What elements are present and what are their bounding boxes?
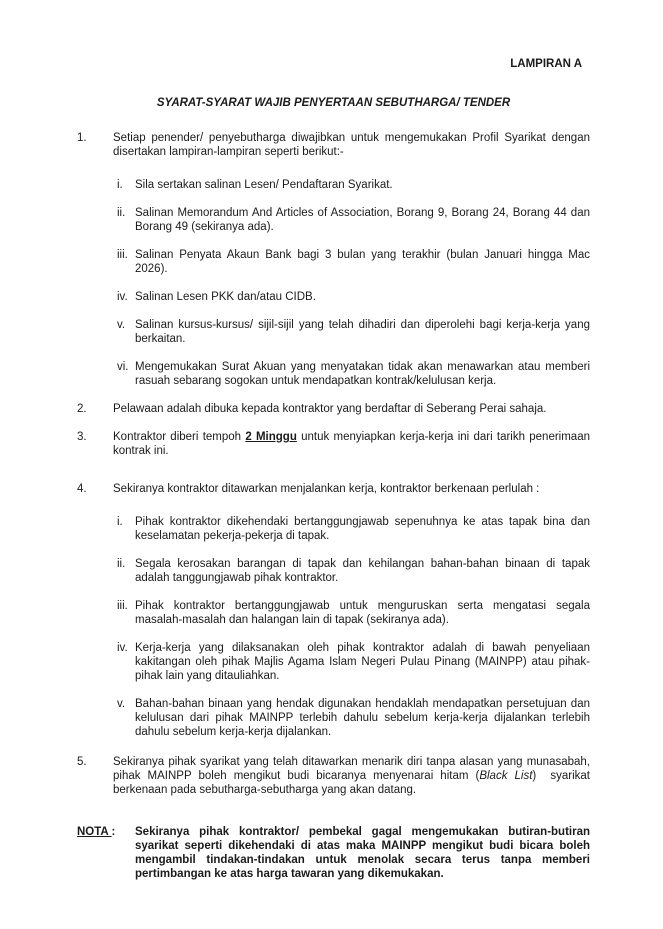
sub-item-text: Salinan Memorandum And Articles of Association, Borang 9, Borang 24, Borang 44 dan Borang 49 (sekiranya ada). [135, 207, 590, 233]
numbered-item-5 [77, 755, 594, 797]
item-3-text-after: untuk menyiapkan kerja-kerja ini dari tarikh penerimaan kontrak ini. [113, 431, 594, 457]
tempoh-emphasis: 2 Minggu [245, 431, 297, 443]
item-2-text: Pelawaan adalah dibuka kepada kontraktor yang berdaftar di Seberang Perai sahaja. [113, 403, 547, 415]
nota-label [77, 825, 119, 839]
sub-item-numeral: iii. [117, 249, 128, 261]
sub-item-text: Segala kerosakan barangan di tapak dan kehilangan bahan-bahan binaan di tapak adalah tanggungjawab pihak kontraktor. [135, 558, 590, 584]
item-4-sub-ii [77, 557, 590, 585]
numbered-item-1 [77, 131, 590, 159]
sub-item-text: Salinan Penyata Akaun Bank bagi 3 bulan yang terakhir (bulan Januari hingga Mac 2026). [135, 249, 590, 275]
item-5-text-after: ) syarikat berkenaan pada sebutharga-sebutharga yang akan datang. [113, 770, 594, 796]
item-1-sub-vi [77, 360, 590, 388]
item-1-sub-iv [77, 290, 590, 304]
item-1-text: Setiap penender/ penyebutharga diwajibkan untuk mengemukakan Profil Syarikat dengan disertakan lampiran-lampiran seperti berikut:- [113, 132, 590, 158]
black-list-italic: Black List [479, 770, 533, 782]
item-4-text: Sekiranya kontraktor ditawarkan menjalankan kerja, kontraktor berkenaan perlulah : [113, 483, 540, 495]
document-title: SYARAT-SYARAT WAJIB PENYERTAAN SEBUTHARGA/ TENDER [156, 97, 511, 109]
sub-item-numeral: iv. [117, 642, 128, 654]
nota-label-text: NOTA [77, 826, 112, 838]
numbered-item-4 [77, 482, 590, 496]
sub-item-numeral: vi. [117, 361, 129, 373]
sub-item-text: Mengemukakan Surat Akuan yang menyatakan tidak akan menawarkan atau memberi rasuah sebarang sogokan untuk mendapatkan kontrak/kelulusan kerja. [135, 361, 590, 387]
nota-block [77, 825, 590, 881]
item-4-sub-iv [77, 641, 590, 683]
item-4-sub-i [77, 515, 590, 543]
item-1-sub-iii [77, 248, 590, 276]
sub-item-text: Salinan kursus-kursus/ sijil-sijil yang telah dihadiri dan diperolehi bagi kerja-kerja yang berkaitan. [135, 319, 590, 345]
sub-item-numeral: iii. [117, 600, 128, 612]
item-2-number: 2. [77, 403, 87, 415]
item-4-sub-iii [77, 599, 590, 627]
sub-item-text: Salinan Lesen PKK dan/atau CIDB. [135, 291, 316, 303]
sub-item-numeral: ii. [117, 207, 126, 219]
sub-item-text: Pihak kontraktor bertanggungjawab untuk menguruskan serta mengatasi segala masalah-masalah dan halangan lain di tapak (sekiranya ada). [135, 600, 590, 626]
numbered-item-3 [77, 430, 594, 458]
item-5-text [113, 755, 594, 797]
sub-item-text: Kerja-kerja yang dilaksanakan oleh pihak kontraktor adalah di bawah penyeliaan kakitangan oleh pihak Majlis Agama Islam Negeri Pulau Pinang (MAINPP) atau pihak-pihak lain yang ditauliahkan. [135, 642, 590, 682]
item-5-number: 5. [77, 756, 87, 768]
item-3-number: 3. [77, 431, 87, 443]
item-4-number: 4. [77, 483, 87, 495]
numbered-item-2 [77, 402, 590, 416]
item-1-sub-ii [77, 206, 590, 234]
nota-text: Sekiranya pihak kontraktor/ pembekal gagal mengemukakan butiran-butiran syarikat seperti dikehendaki di atas maka MAINPP mengikut budi bicara boleh mengambil tindakan-tindakan untuk menolak secara terus tanpa memberi pertimbangan ke atas harga tawaran yang dikemukakan. [135, 826, 590, 880]
item-1-sub-i [77, 178, 590, 192]
item-1-number: 1. [77, 132, 87, 144]
item-4-sub-v [77, 697, 590, 739]
sub-item-numeral: i. [117, 179, 123, 191]
nota-colon: : [111, 826, 119, 838]
item-1-sub-v [77, 318, 590, 346]
sub-item-numeral: ii. [117, 558, 126, 570]
sub-item-text: Bahan-bahan binaan yang hendak digunakan hendaklah mendapatkan persetujuan dan kelulusan dari pihak MAINPP terlebih dahulu sebelum kerja-kerja dijalankan terlebih dahulu sebelum kerja-kerja dijalankan. [135, 698, 590, 738]
sub-item-text: Sila sertakan salinan Lesen/ Pendaftaran Syarikat. [135, 179, 393, 191]
sub-item-text: Pihak kontraktor dikehendaki bertanggungjawab sepenuhnya ke atas tapak bina dan keselamatan pekerja-pekerja di tapak. [135, 516, 590, 542]
item-3-text [113, 430, 594, 458]
header-label: LAMPIRAN A [510, 58, 582, 70]
sub-item-numeral: i. [117, 516, 123, 528]
sub-item-numeral: v. [117, 698, 126, 710]
item-3-text-before: Kontraktor diberi tempoh [113, 431, 246, 443]
sub-item-numeral: iv. [117, 291, 128, 303]
sub-item-numeral: v. [117, 319, 126, 331]
item-5-text-before: Sekiranya pihak syarikat yang telah ditawarkan menarik diri tanpa alasan yang munasabah, pihak MAINPP boleh mengikut budi bicaranya menyenarai hitam ( [113, 756, 594, 782]
